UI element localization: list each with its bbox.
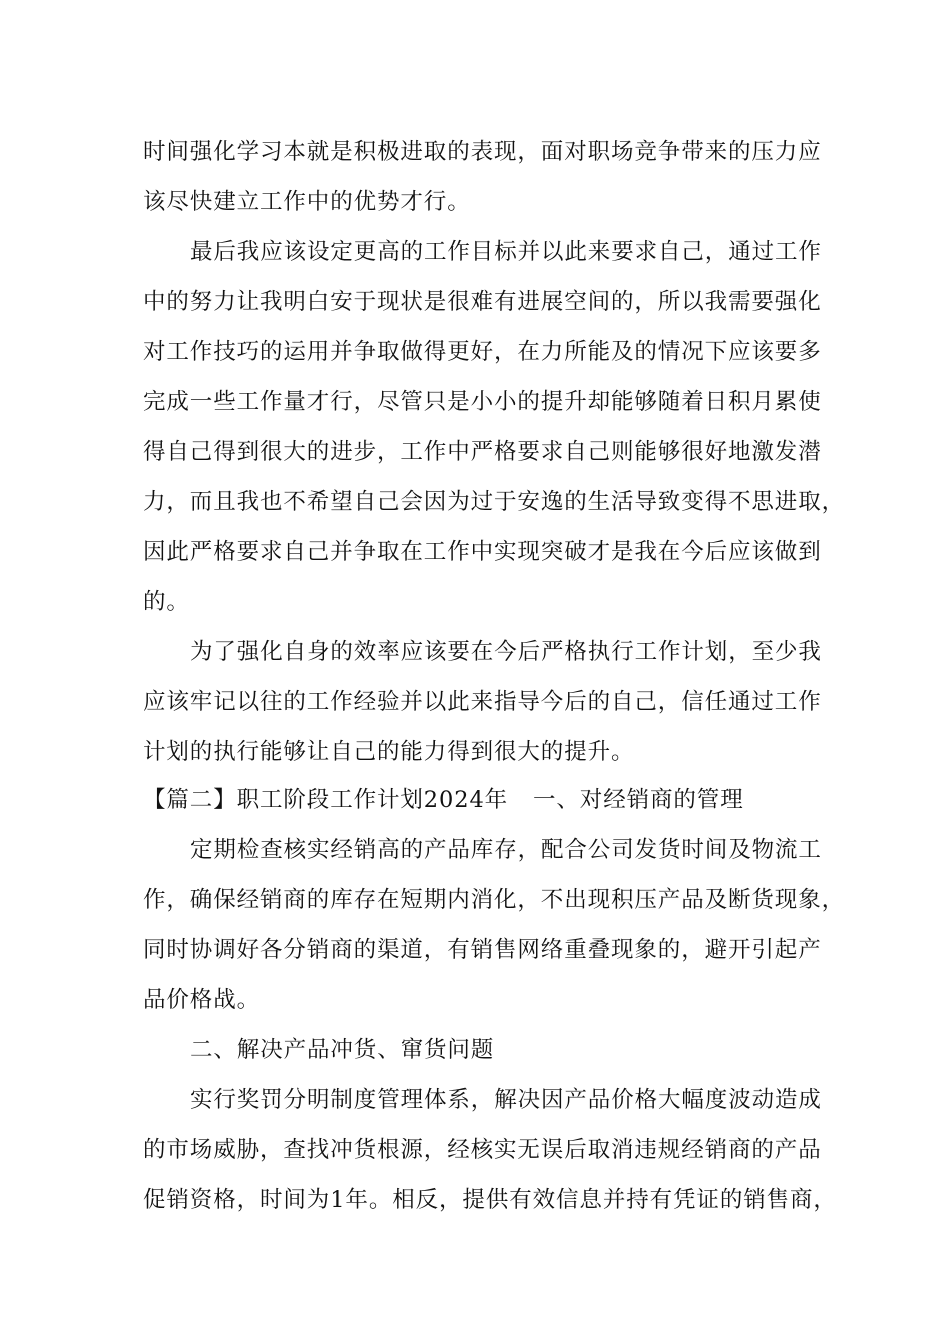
section-title: 【篇二】职工阶段工作计划2024年 xyxy=(143,787,509,813)
paragraph-2-line-4: 完成一些工作量才行，尽管只是小小的提升却能够随着日积月累使 xyxy=(143,389,822,415)
paragraph-2-line-2: 中的努力让我明白安于现状是很难有进展空间的，所以我需要强化 xyxy=(143,289,822,315)
paragraph-2-line-6: 力，而且我也不希望自己会因为过于安逸的生活导致变得不思进取， xyxy=(143,489,846,515)
paragraph-2-line-5: 得自己得到很大的进步，工作中严格要求自己则能够很好地激发潜 xyxy=(143,439,822,465)
paragraph-2-line-8: 的。 xyxy=(143,589,190,615)
paragraph-2-line-3: 对工作技巧的运用并争取做得更好，在力所能及的情况下应该要多 xyxy=(143,339,822,365)
paragraph-3-line-1: 为了强化自身的效率应该要在今后严格执行工作计划，至少我 xyxy=(190,639,822,665)
section-paragraph-2-line-1: 实行奖罚分明制度管理体系，解决因产品价格大幅度波动造成 xyxy=(190,1087,822,1113)
section-paragraph-1-line-2: 作，确保经销商的库存在短期内消化，不出现积压产品及断货现象， xyxy=(143,887,846,913)
section-paragraph-2-line-2: 的市场威胁，查找冲货根源，经核实无误后取消违规经销商的产品 xyxy=(143,1137,822,1163)
subheading-2: 二、解决产品冲货、窜货问题 xyxy=(190,1037,495,1063)
paragraph-2-line-7: 因此严格要求自己并争取在工作中实现突破才是我在今后应该做到 xyxy=(143,539,822,565)
section-paragraph-1-line-3: 同时协调好各分销商的渠道，有销售网络重叠现象的，避开引起产 xyxy=(143,937,822,963)
section-paragraph-1-line-1: 定期检查核实经销高的产品库存，配合公司发货时间及物流工 xyxy=(190,837,822,863)
section-subtitle: 一、对经销商的管理 xyxy=(533,787,744,813)
paragraph-3-line-3: 计划的执行能够让自己的能力得到很大的提升。 xyxy=(143,739,635,765)
paragraph-1-line-2: 该尽快建立工作中的优势才行。 xyxy=(143,189,471,215)
section-paragraph-2-line-3: 促销资格，时间为1年。相反，提供有效信息并持有凭证的销售商， xyxy=(143,1187,837,1213)
section-paragraph-1-line-4: 品价格战。 xyxy=(143,987,261,1013)
paragraph-3-line-2: 应该牢记以往的工作经验并以此来指导今后的自己，信任通过工作 xyxy=(143,689,822,715)
paragraph-1-line-1: 时间强化学习本就是积极进取的表现，面对职场竞争带来的压力应 xyxy=(143,139,822,165)
paragraph-2-line-1: 最后我应该设定更高的工作目标并以此来要求自己，通过工作 xyxy=(190,239,822,265)
